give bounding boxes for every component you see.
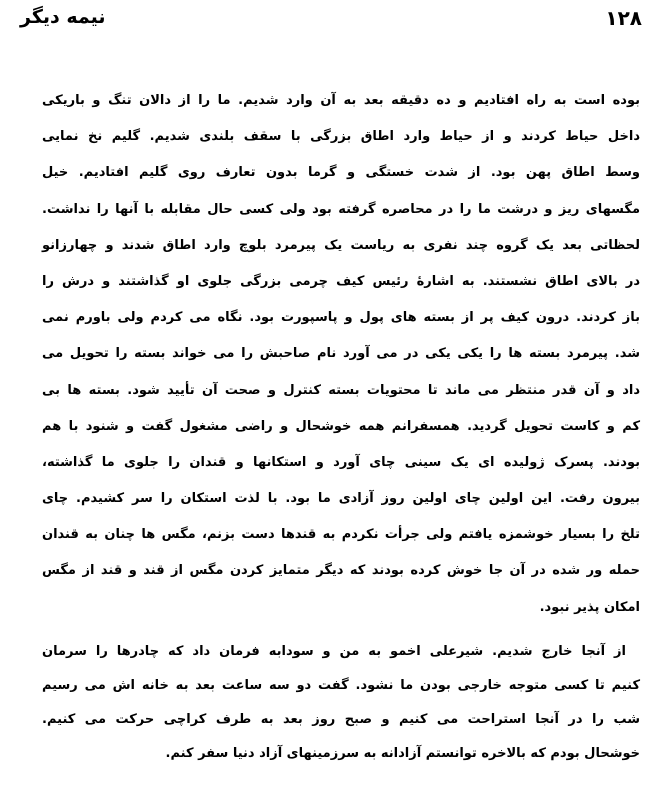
text-line: در بالای اطاق نشستند. به اشارهٔ رئیس کیف چرمی بزرگی جلوی او گذاشتند و درش را [42,273,640,289]
text-line: شب را در آنجا استراحت می کنیم و صبح روز بعد به طرف کراچی حرکت می کنیم. [42,711,640,727]
page-body [42,86,640,773]
text-line: وسط اطاق پهن بود. از شدت خستگی و گرما بدون تعارف روی گلیم افتادیم. خیل [42,165,640,181]
text-line: کنیم تا کسی متوجه خارجی بودن ما نشود. گفت دو سه ساعت بعد به خانه اش می رسیم [42,677,640,693]
text-line: شد. پیرمرد بسته ها را یکی یکی در می آورد نام صاحبش را می خواند بسته را تحویل می [42,346,640,362]
text-line: مگسهای ریز و درشت ما را در محاصره گرفته بود ولی کسی حال مقابله با آنها را نداشت. [42,201,640,217]
text-line: داخل حیاط کردند و از حیاط وارد اطاق بزرگی با سقف بلندی شدیم. گلیم نخ نمایی [42,129,640,145]
text-line: لحظاتی بعد یک گروه چند نفری به ریاست یک پیرمرد بلوچ وارد اطاق شدند و چهارزانو [42,237,640,253]
text-line: بودند. پسرک ژولیده ای یک سینی چای آورد و استکانها و قندان را جلوی ما گذاشته، [42,454,640,470]
text-line: امکان پذیر نبود. [539,599,640,615]
text-line: بیرون رفت. این اولین چای اولین روز آزادی ما بود. با لذت استکان را سر کشیدم. چای [42,491,640,507]
text-line: خوشحال بودم که بالاخره توانستم آزادانه به سرزمینهای آزاد دنیا سفر کنم. [165,745,640,761]
text-line: تلخ را بسیار خوشمزه یافتم ولی جرأت نکردم به قندها دست بزنم، مگس ها چنان به قندان [42,527,640,543]
running-title: نیمه دیگر [20,6,106,28]
text-line: باز کردند. درون کیف پر از بسته های پول و پاسپورت بود. نگاه می کردم ولی باورم نمی [42,310,640,326]
paragraph-2 [42,637,640,773]
text-line: داد و آن قدر منتظر می ماند تا محتویات بسته کنترل و صحت آن تأیید شود. بسته ها بی [42,382,640,398]
paragraph-1 [42,86,640,629]
text-line: کم و کاست تحویل گردید. همسفرانم همه خوشحال و راضی مشغول گفت و شنود با هم [42,418,640,434]
text-line: از آنجا خارج شدیم. شیرعلی اخمو به من و سودابه فرمان داد که چادرها را سرمان [42,643,626,659]
page-number: ۱۲۸ [605,6,642,30]
text-line: بوده است به راه افتادیم و ده دقیقه بعد به آن وارد شدیم. ما را از دالان تنگ و باریکی [42,93,640,108]
text-line: حمله ور شده در آن جا خوش کرده بودند که دیگر متمایز کردن مگس از قند و قند از مگس [42,563,640,579]
